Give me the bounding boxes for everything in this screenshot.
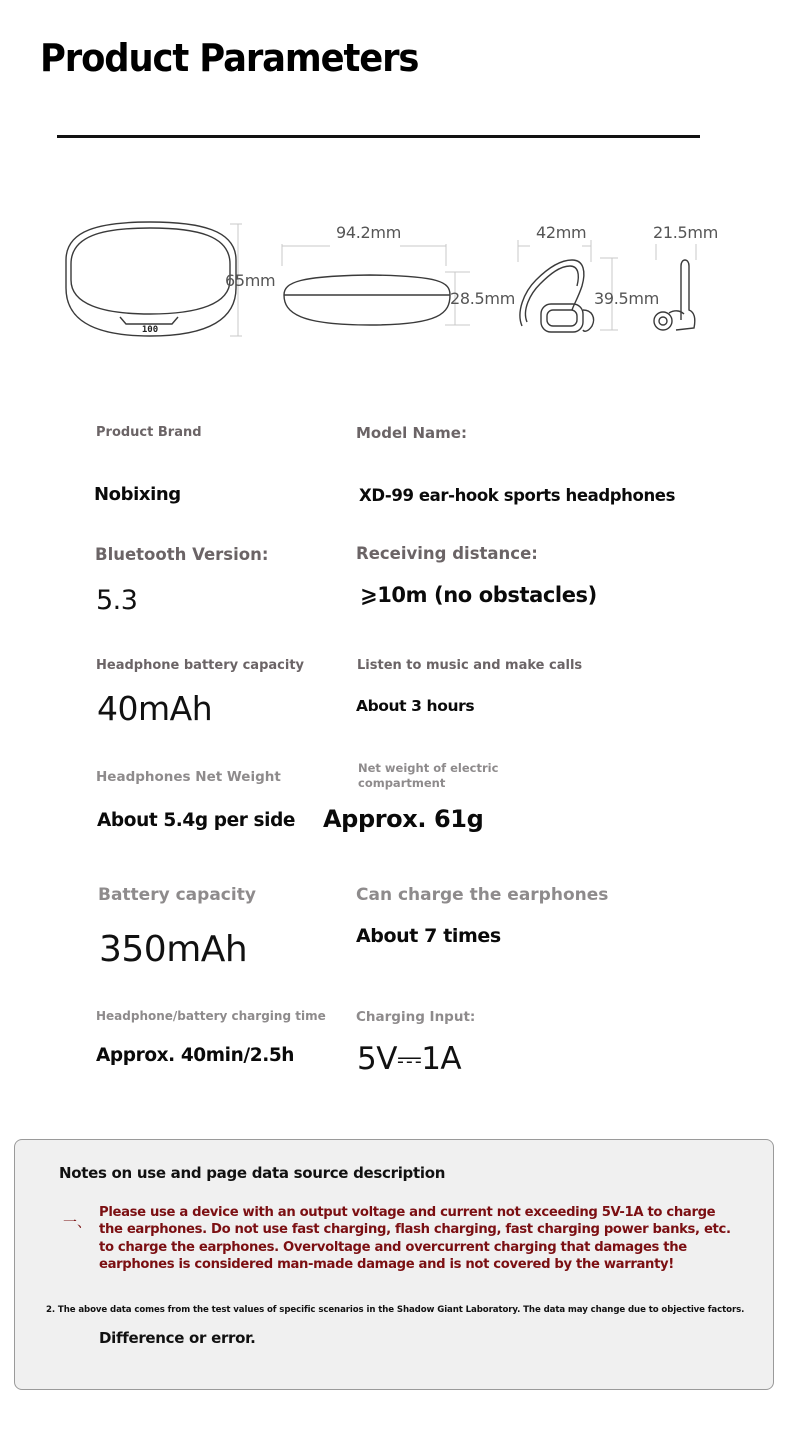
note-2-continuation: Difference or error.	[99, 1329, 256, 1347]
charge-input-current: 1A	[421, 1041, 462, 1077]
case-battery-display	[142, 325, 158, 335]
recharges-label: Can charge the earphones	[356, 885, 609, 905]
charge-input-value	[357, 1041, 461, 1078]
headphone-battery-value: 40mAh	[97, 689, 213, 728]
case-side-view-drawing	[284, 275, 450, 325]
case-top-view-drawing	[66, 222, 236, 336]
dimension-diagram	[0, 200, 790, 360]
case-display-reading: 100	[141, 325, 159, 335]
bluetooth-value: 5.3	[96, 585, 138, 616]
dim-case-depth: 28.5mm	[450, 289, 515, 308]
earbud-side-drawing	[654, 260, 695, 330]
brand-value: Nobixing	[94, 484, 181, 505]
note-2-data-source: 2. The above data comes from the test values of specific scenarios in the Shadow Giant Laboratory. The data may change due to objective factors.	[46, 1305, 745, 1315]
bluetooth-label: Bluetooth Version:	[95, 545, 269, 564]
headphone-battery-label: Headphone battery capacity	[96, 658, 305, 673]
charge-input-label: Charging Input:	[356, 1009, 476, 1025]
case-weight-label	[358, 761, 498, 791]
case-weight-label-line2: compartment	[358, 776, 446, 790]
note-1-warning: Please use a device with an output voltage and current not exceeding 5V-1A to charge the earphones. Do not use fast charging, flash charging, fast charging power banks, etc. to charge the earphones. Overvoltage and overcurrent charging that damages the earphones is considered man-made damage and is not covered by the warranty!	[99, 1205, 731, 1272]
dim-case-width: 94.2mm	[336, 223, 401, 242]
title-divider	[57, 135, 700, 138]
distance-value: ⩾10m (no obstacles)	[360, 583, 597, 607]
dim-earbud-depth: 21.5mm	[653, 223, 718, 242]
notes-title: Notes on use and page data source description	[59, 1164, 446, 1182]
playtime-value: About 3 hours	[356, 697, 475, 715]
notes-panel	[14, 1139, 774, 1390]
dim-earbud-width: 42mm	[536, 223, 587, 242]
case-battery-value: 350mAh	[99, 929, 248, 970]
charge-input-voltage: 5V	[357, 1041, 397, 1077]
case-weight-label-line1: Net weight of electric	[358, 761, 499, 775]
headphone-weight-value: About 5.4g per side	[97, 810, 296, 831]
model-label: Model Name:	[356, 424, 467, 442]
charge-time-value: Approx. 40min/2.5h	[96, 1045, 295, 1066]
case-weight-value: Approx. 61g	[323, 805, 484, 833]
earbud-front-drawing	[520, 260, 594, 332]
brand-label: Product Brand	[96, 425, 202, 440]
model-value: XD-99 ear-hook sports headphones	[359, 486, 676, 505]
distance-label: Receiving distance:	[356, 544, 538, 563]
charge-time-label: Headphone/battery charging time	[96, 1009, 326, 1023]
case-battery-label: Battery capacity	[98, 885, 256, 905]
page-title: Product Parameters	[40, 36, 419, 80]
dc-symbol-icon: ⎓	[396, 1041, 422, 1077]
playtime-label: Listen to music and make calls	[357, 658, 583, 673]
recharges-value: About 7 times	[356, 925, 501, 947]
headphone-weight-label: Headphones Net Weight	[96, 769, 281, 785]
dim-earbud-height: 39.5mm	[594, 289, 659, 308]
note-1-marker: 一、	[63, 1215, 91, 1231]
dim-case-height: 65mm	[225, 271, 276, 290]
